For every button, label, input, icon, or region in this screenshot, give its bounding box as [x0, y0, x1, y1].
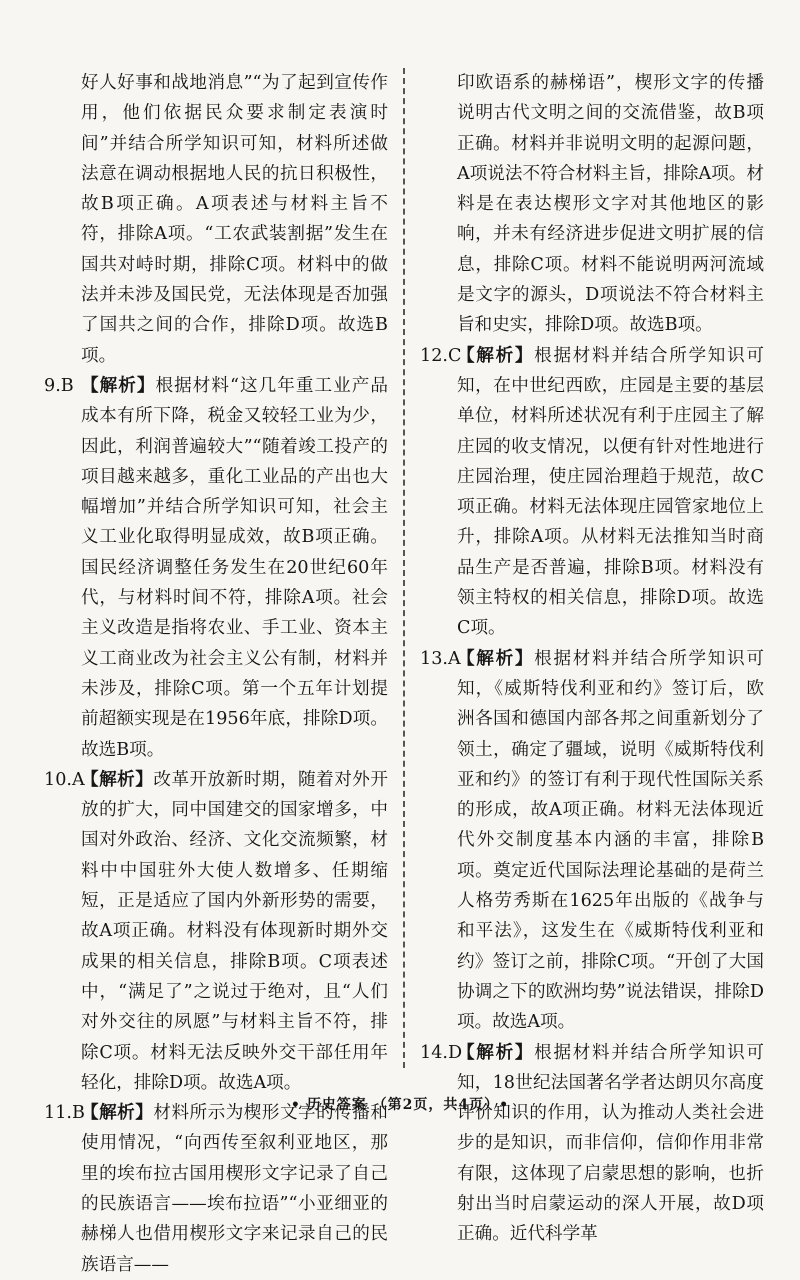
answer-13-text: 根据材料并结合所学知识可知，《威斯特伐利亚和约》签订后，欧洲各国和德国内部各邦之间重新划分了领土，确定了疆域，说明《威斯特伐利亚和约》的签订有利于现代性国际关系的形成，故A项正确。材料无法体现近代外交制度基本内涵的丰富，排除B项。奠定近代国际法理论基础的是荷兰人格劳秀斯在1625年出版的《战争与和平法》，这发生在《威斯特伐利亚和约》签订之前，排除C项。“开创了大国协调之下的欧洲均势”说法错误，排除D项。故选A项。	[457, 648, 764, 1033]
answer-11-cont-text: 印欧语系的赫梯语”，楔形文字的传播说明古代文明之间的交流借鉴，故B项正确。材料并非说明文明的起源问题，A项说法不符合材料主旨，排除A项。材料是在表达楔形文字对其他地区的影响，并未有经济进步促进文明扩展的信息，排除C项。材料不能说明两河流域是文字的源头，D项说法不符合材料主旨和史实，排除D项。故选B项。	[457, 73, 764, 336]
answer-8-continuation	[44, 68, 388, 371]
answer-11-tag: 【解析】	[81, 1102, 154, 1124]
answer-10	[44, 765, 388, 1098]
answer-11-continuation	[420, 68, 764, 341]
answer-9-text: 根据材料“这几年重工业产品成本有所下降，税金又较轻工业为少，因此，利润普遍较大”“随着竣工投产的项目越来越多，重化工业品的产出也大幅增加”并结合所学知识可知，社会主义工业化取得明显成效，故B项正确。国民经济调整任务发生在20世纪60年代，与材料时间不符，排除A项。社会主义改造是指将农业、手工业、资本主义工商业改为社会主义公有制，材料并未涉及，排除C项。第一个五年计划提前超额实现是在1956年底，排除D项。故选B项。	[81, 375, 388, 760]
answer-14	[420, 1038, 764, 1250]
answer-12-text: 根据材料并结合所学知识可知，在中世纪西欧，庄园是主要的基层单位，材料所述状况有利于庄园主了解庄园的收支情况，以便有针对性地进行庄园治理，使庄园治理趋于规范，故C项正确。材料无法体现庄园管家地位上升，排除A项。从材料无法推知当时商品生产是否普遍，排除B项。材料没有领主特权的相关信息，排除D项。故选C项。	[457, 345, 764, 639]
answer-12-number: 12.C	[420, 345, 462, 366]
answer-9-tag: 【解析】	[81, 374, 156, 396]
answer-14-text: 根据材料并结合所学知识可知，18世纪法国著名学者达朗贝尔高度评价知识的作用，认为推动人类社会进步的是知识，而非信仰，信仰作用非常有限，这体现了启蒙思想的影响，也折射出当时启蒙运动的深人开展，故D项正确。近代科学革	[457, 1042, 764, 1245]
answer-9-number: 9.B	[44, 375, 74, 396]
answer-14-number: 14.D	[420, 1042, 463, 1063]
answer-12	[420, 341, 764, 644]
answer-13-number: 13.A	[420, 648, 461, 669]
answer-10-number: 10.A	[44, 769, 85, 790]
answer-10-text: 改革开放新时期，随着对外开放的扩大，同中国建交的国家增多，中国对外政治、经济、文化交流频繁，材料中中国驻外大使人数增多、任期缩短，正是适应了国内外新形势的需要，故A项正确。材料没有体现新时期外交成果的相关信息，排除B项。C项表述中，“满足了”之说过于绝对，且“人们对外交往的夙愿”与材料主旨不符，排除C项。材料无法反映外交干部任用年轻化，排除D项。故选A项。	[81, 769, 388, 1093]
answer-10-tag: 【解析】	[81, 768, 154, 790]
page-footer: • 历史答案 （第2页，共4页）•	[290, 1097, 510, 1113]
answer-14-tag: 【解析】	[457, 1041, 535, 1063]
answer-12-tag: 【解析】	[457, 344, 535, 366]
column-divider	[403, 68, 405, 1068]
answer-13-tag: 【解析】	[457, 647, 535, 669]
right-column	[420, 68, 764, 1250]
answer-11-number: 11.B	[44, 1103, 85, 1124]
answer-9	[44, 371, 388, 765]
answer-11-text: 材料所示为楔形文字的传播和使用情况，“向西传至叙利亚地区，那里的埃布拉古国用楔形文字记录了自己的民族语言——埃布拉语”“小亚细亚的赫梯人也借用楔形文字来记录自己的民族语言——	[81, 1103, 388, 1275]
answer-13	[420, 644, 764, 1038]
answer-8-text: 好人好事和战地消息”“为了起到宣传作用，他们依据民众要求制定表演时间”并结合所学知识可知，材料所述做法意在调动根据地人民的抗日积极性，故B项正确。A项表述与材料主旨不符，排除A项。“工农武装割据”发生在国共对峙时期，排除C项。材料中的做法并未涉及国民党，无法体现是否加强了国共之间的合作，排除D项。故选B项。	[81, 73, 388, 366]
answer-11	[44, 1098, 388, 1280]
